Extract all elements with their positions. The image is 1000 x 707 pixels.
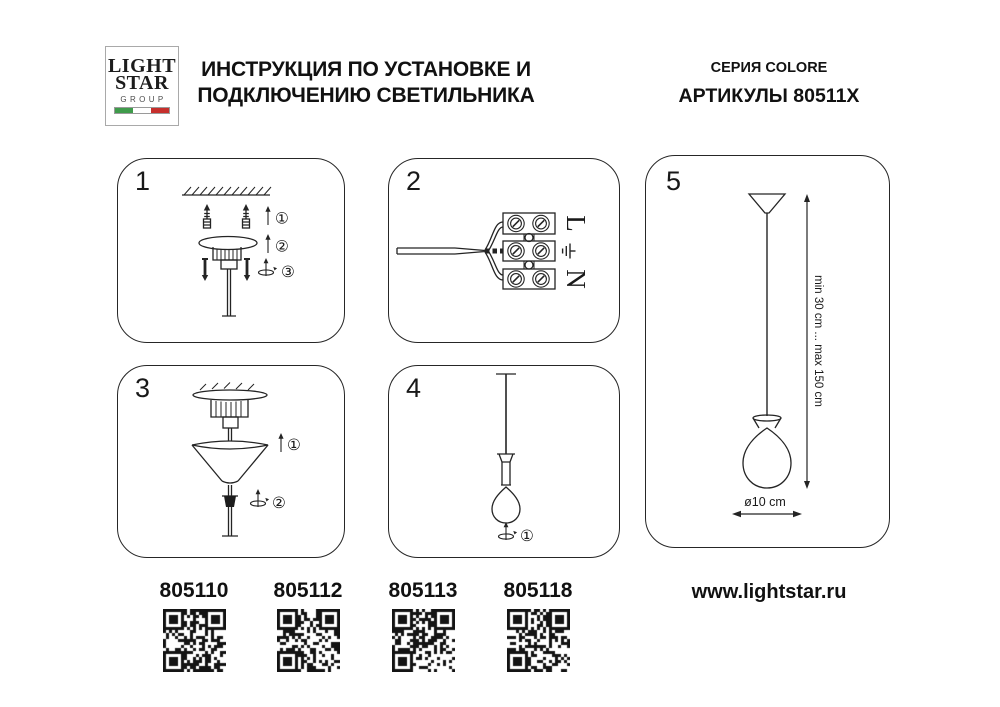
italian-flag-icon	[114, 107, 170, 114]
height-dimension-label: min 30 cm ... max 150 cm	[812, 275, 824, 407]
panel-step-3-shade	[117, 365, 345, 558]
panel-number: 3	[135, 373, 151, 403]
panel-step-1-mounting	[117, 158, 345, 343]
flag-red	[151, 108, 169, 113]
step-badge-2: ②	[275, 237, 289, 256]
articles-label: АРТИКУЛЫ 80511X	[678, 85, 860, 107]
series-label: СЕРИЯ COLORE	[710, 60, 828, 76]
screw-icon	[244, 259, 250, 281]
power-cable-drawing	[397, 222, 503, 280]
article-item	[139, 580, 249, 672]
article-code: 805112	[273, 579, 343, 602]
panel-step-2-wiring	[388, 158, 620, 343]
pendant-lamp-drawing	[743, 194, 791, 488]
wiring-diagram	[389, 159, 618, 341]
step1-arrow-icon	[265, 206, 270, 225]
step-badge-1: ①	[520, 527, 534, 545]
panel-number: 2	[406, 166, 422, 196]
title-line-1: ИНСТРУКЦИЯ ПО УСТАНОВКЕ И	[201, 58, 531, 81]
article-code: 805118	[503, 579, 573, 602]
qr-code	[163, 609, 226, 672]
ceiling-canopy-drawing	[193, 383, 267, 442]
step1-arrow-icon	[278, 433, 283, 452]
article-code: 805113	[388, 579, 458, 602]
qr-code	[277, 609, 340, 672]
title-line-2: ПОДКЛЮЧЕНИЮ СВЕТИЛЬНИКА	[197, 83, 535, 107]
earth-ground-icon	[563, 244, 576, 259]
logo-word-light: LIGHT	[107, 55, 177, 77]
cone-shade-drawing	[192, 441, 268, 483]
website-url: www.lightstar.ru	[691, 581, 847, 603]
panel-step-4-bulb	[388, 365, 620, 558]
shade-assembly-diagram	[118, 366, 343, 556]
step-badge-2: ②	[272, 494, 286, 512]
series-block	[659, 60, 879, 108]
pendant-overview-diagram	[646, 156, 888, 546]
logo-word-star: STAR	[115, 72, 169, 94]
panel-number: 4	[406, 373, 422, 403]
qr-code	[507, 609, 570, 672]
lightstar-logo	[105, 46, 179, 126]
mounting-diagram	[118, 159, 343, 341]
terminal-block-drawing	[503, 213, 555, 289]
panel-number: 5	[666, 166, 682, 196]
flag-white	[133, 108, 151, 113]
page-title	[185, 57, 547, 108]
panel-5-dimensions	[645, 155, 890, 548]
step2-arrow-icon	[265, 234, 270, 253]
terminal-label-neutral: N	[561, 269, 591, 289]
ceiling-hatch-icon	[182, 187, 271, 195]
height-dimension-arrow	[804, 194, 810, 489]
step-badge-3: ③	[281, 263, 295, 281]
rotate-screwdriver-icon	[251, 489, 270, 507]
step-badge-1: ①	[287, 436, 301, 454]
step-badge-1: ①	[275, 209, 289, 228]
article-item	[253, 580, 363, 672]
article-item	[483, 580, 593, 672]
teardrop-shade-drawing	[492, 487, 520, 523]
terminal-screws	[508, 215, 549, 287]
dowel-icon	[204, 204, 211, 228]
article-item	[368, 580, 478, 672]
logo-word-group: GROUP	[120, 95, 167, 104]
cable-fastener-drawing	[222, 485, 238, 536]
panel-number: 1	[135, 166, 151, 196]
dowel-icon	[243, 204, 250, 228]
rotate-screwdriver-icon	[499, 522, 518, 540]
screw-icon	[202, 259, 208, 281]
terminal-label-line: L	[561, 215, 591, 232]
lamp-holder-drawing	[497, 454, 515, 485]
rotate-screwdriver-icon	[259, 258, 278, 276]
article-code: 805110	[159, 579, 229, 602]
flag-green	[115, 108, 133, 113]
diameter-dimension-arrow	[732, 511, 802, 517]
diameter-dimension-label: ø10 cm	[744, 495, 786, 509]
qr-code	[392, 609, 455, 672]
pendant-bulb-diagram	[389, 366, 618, 556]
suspension-cable-drawing	[496, 374, 516, 454]
